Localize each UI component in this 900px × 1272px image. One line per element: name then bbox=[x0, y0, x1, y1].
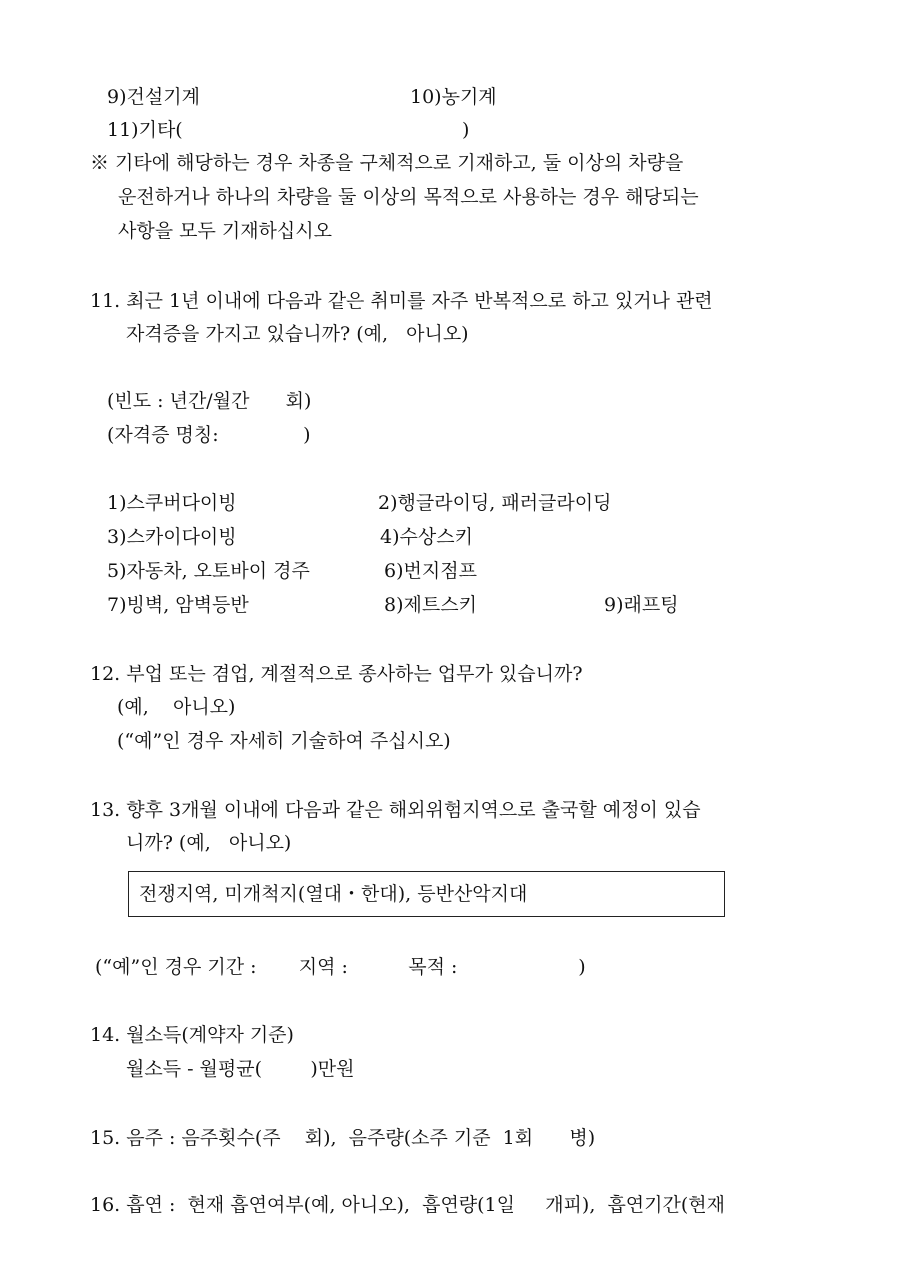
q11-option-6: 6)번지점프 bbox=[384, 560, 477, 582]
vehicle-option-10: 10)농기계 bbox=[410, 86, 497, 108]
q11-option-1: 1)스쿠버다이빙 bbox=[107, 492, 237, 514]
q11-option-9: 9)래프팅 bbox=[604, 594, 679, 616]
q12-line-1: 12. 부업 또는 겸업, 계절적으로 종사하는 업무가 있습니까? bbox=[90, 663, 583, 685]
vehicle-note-line-3: 사항을 모두 기재하십시오 bbox=[118, 220, 332, 242]
q16-line-1: 16. 흡연 : 현재 흡연여부(예, 아니오), 흡연량(1일 개피), 흡연기간(현재 bbox=[90, 1194, 725, 1216]
risk-region-text: 전쟁지역, 미개척지(열대・한대), 등반산악지대 bbox=[139, 883, 528, 905]
q11-option-7: 7)빙벽, 암벽등반 bbox=[107, 594, 249, 616]
q11-option-4: 4)수상스키 bbox=[380, 526, 473, 548]
vehicle-option-11: 11)기타( bbox=[107, 119, 183, 141]
q11-option-2: 2)행글라이딩, 패러글라이딩 bbox=[378, 492, 612, 514]
q11-option-8: 8)제트스키 bbox=[384, 594, 477, 616]
q13-line-1: 13. 향후 3개월 이내에 다음과 같은 해외위험지역으로 출국할 예정이 있습 bbox=[90, 799, 701, 821]
vehicle-note-line-2: 운전하거나 하나의 차량을 둘 이상의 목적으로 사용하는 경우 해당되는 bbox=[118, 186, 699, 208]
q13-detail: (“예”인 경우 기간 : 지역 : 목적 : ) bbox=[95, 956, 586, 978]
q11-line-1: 11. 최근 1년 이내에 다음과 같은 취미를 자주 반복적으로 하고 있거나 관련 bbox=[90, 290, 713, 312]
q12-line-3: (“예”인 경우 자세히 기술하여 주십시오) bbox=[117, 730, 451, 752]
q11-frequency: (빈도 : 년간/월간 회) bbox=[107, 390, 312, 412]
risk-region-box bbox=[128, 871, 725, 917]
q11-license: (자격증 명칭: ) bbox=[107, 424, 311, 446]
q12-line-2: (예, 아니오) bbox=[117, 696, 236, 718]
q15-line-1: 15. 음주 : 음주횟수(주 회), 음주량(소주 기준 1회 병) bbox=[90, 1127, 596, 1149]
q14-line-2: 월소득 - 월평균( )만원 bbox=[126, 1058, 355, 1080]
q11-option-3: 3)스카이다이빙 bbox=[107, 526, 237, 548]
q11-line-2: 자격증을 가지고 있습니까? (예, 아니오) bbox=[126, 323, 469, 345]
vehicle-option-11-close: ) bbox=[462, 119, 470, 141]
q14-line-1: 14. 월소득(계약자 기준) bbox=[90, 1024, 294, 1046]
vehicle-option-9: 9)건설기계 bbox=[107, 86, 200, 108]
q13-line-2: 니까? (예, 아니오) bbox=[126, 832, 292, 854]
q11-option-5: 5)자동차, 오토바이 경주 bbox=[107, 560, 310, 582]
vehicle-note-line-1: ※ 기타에 해당하는 경우 차종을 구체적으로 기재하고, 둘 이상의 차량을 bbox=[90, 152, 684, 174]
